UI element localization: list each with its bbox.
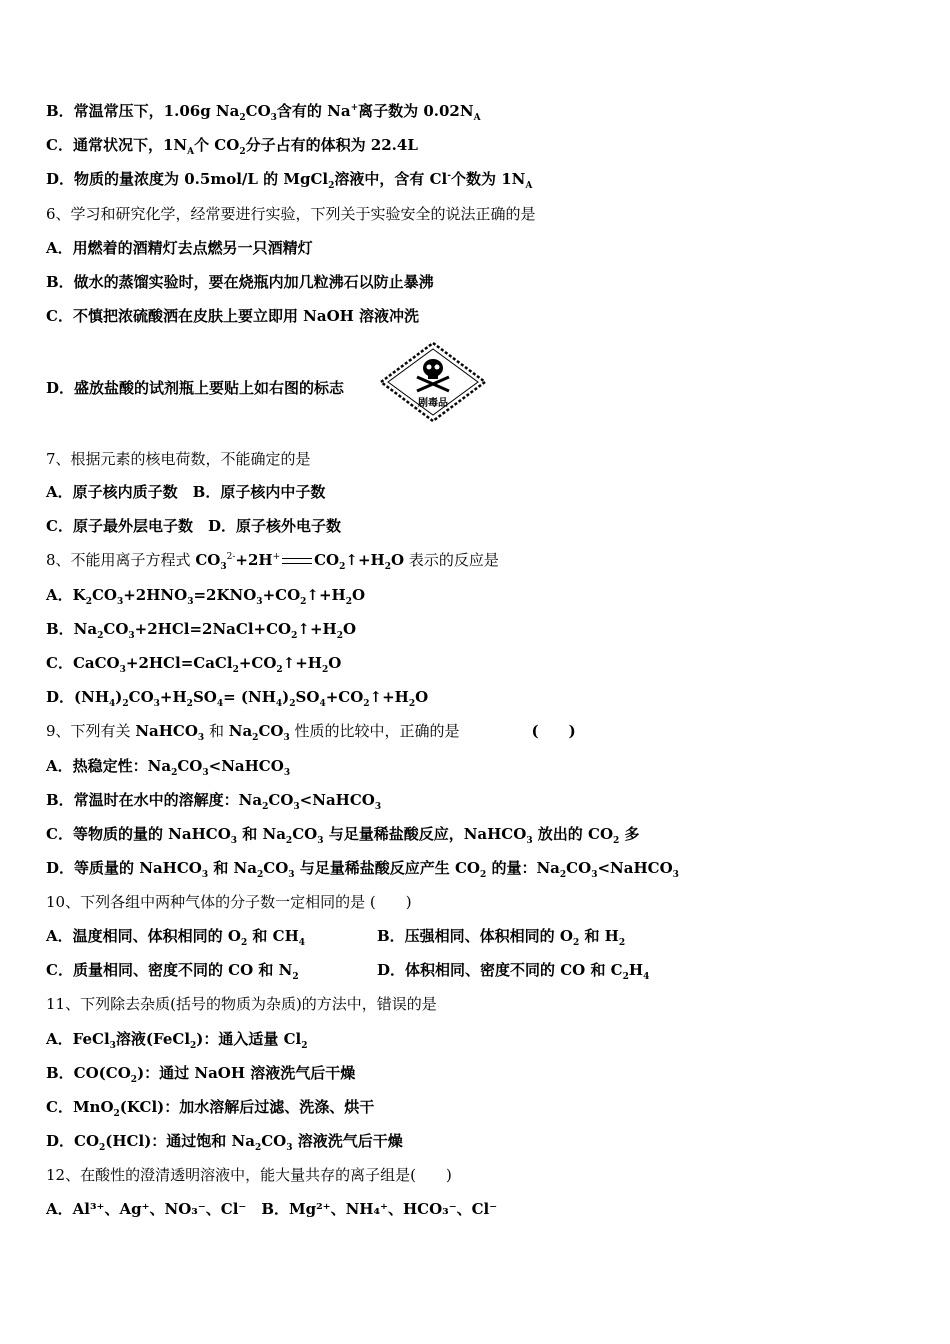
q12-stem: 12、在酸性的澄清透明溶液中，能大量共存的离子组是( )	[46, 1166, 452, 1184]
formula-text: )	[115, 688, 123, 706]
q11-option-c	[46, 1097, 374, 1117]
formula-subscript: 2	[408, 699, 416, 709]
formula-subscript: 3	[128, 631, 135, 641]
formula-text: B．常温时在水中的溶解度：Na	[46, 791, 263, 809]
formula-text: H	[628, 961, 644, 979]
formula-text: 放出的 CO	[532, 825, 614, 843]
formula-text: ↑+H	[297, 620, 337, 638]
formula-text: +CO	[238, 654, 277, 672]
formula-subscript: 3	[187, 597, 194, 607]
formula-text: D．CO	[46, 1132, 100, 1150]
formula-subscript: 3	[201, 870, 209, 880]
formula-text: C．CaCO	[46, 654, 120, 672]
formula-subscript: 2	[85, 597, 92, 607]
formula-text: CO	[128, 688, 154, 706]
formula-text: 和 H	[579, 927, 619, 945]
q10-stem: 10、下列各组中两种气体的分子数一定相同的是 ( )	[46, 893, 412, 911]
formula-subscript: 2	[130, 1075, 138, 1085]
formula-subscript: 3	[109, 1041, 116, 1051]
formula-text: A．K	[46, 586, 86, 604]
q5-option-b: B．常温常压下，1.06g $Na_2CO_3$含有的 Na+离子数为 $0.02N_A$	[46, 102, 481, 123]
formula-subscript: 3	[202, 768, 209, 778]
formula-text: (KCl)：加水溶解后过滤、洗涤、烘干	[119, 1098, 375, 1116]
formula-subscript: 2	[289, 699, 296, 709]
formula-text: ↑+H	[306, 586, 346, 604]
q6-option-d: D．盛放盐酸的试剂瓶上要贴上如右图的标志	[46, 379, 345, 397]
formula-subscript: 4	[643, 972, 650, 982]
formula-subscript: 4	[109, 699, 116, 709]
formula-text: 和 Na	[237, 825, 286, 843]
formula-subscript: 3	[283, 768, 291, 778]
equals-sign	[282, 558, 312, 564]
formula-text: B．Na	[46, 620, 98, 638]
formula-text: 溶液(FeCl	[115, 1030, 191, 1048]
q6-option-a: A．用燃着的酒精灯去点燃另一只酒精灯	[46, 239, 313, 257]
q9-option-d	[46, 858, 679, 878]
q8-option-b	[46, 619, 356, 639]
formula-subscript: 3	[374, 802, 382, 812]
formula-text: +2HNO	[123, 586, 188, 604]
formula-subscript: 2	[301, 1041, 308, 1051]
formula-subscript: 4	[275, 699, 283, 709]
formula-subscript: 3	[293, 802, 300, 812]
formula-text: SO	[295, 688, 320, 706]
formula-text: D．(NH	[46, 688, 109, 706]
q9-option-c	[46, 824, 640, 844]
formula-text: O	[342, 620, 357, 638]
formula-subscript: 2	[292, 972, 299, 982]
q7-options-ab: A．原子核内质子数 B．原子核内中子数	[46, 483, 326, 501]
formula-subscript: 2	[113, 1109, 120, 1119]
formula-text: CO	[91, 586, 117, 604]
formula-subscript: 2	[300, 597, 307, 607]
formula-text: 与足量稀盐酸反应产生 CO	[294, 859, 480, 877]
formula-subscript: 3	[153, 699, 160, 709]
formula-subscript: 2	[613, 836, 620, 846]
formula-text: CO	[268, 791, 294, 809]
formula-subscript: 3	[288, 870, 295, 880]
formula-subscript: 3	[286, 1143, 293, 1153]
formula-subscript: 3	[317, 836, 324, 846]
formula-text: D．等质量的 NaHCO	[46, 859, 202, 877]
formula-text: = (NH	[223, 688, 276, 706]
formula-text: B．压强相同、体积相同的 O	[377, 927, 573, 945]
formula-subscript: 2	[559, 870, 567, 880]
sign-label: 剧毒品	[418, 398, 448, 409]
formula-text: +CO	[262, 586, 301, 604]
formula-text: C．MnO	[46, 1098, 114, 1116]
q11-option-d	[46, 1131, 403, 1151]
formula-text: 与足量稀盐酸反应，NaHCO	[323, 825, 527, 843]
formula-subscript: 2	[186, 699, 193, 709]
formula-text: CO	[261, 1132, 287, 1150]
formula-subscript: 2	[572, 938, 580, 948]
formula-subscript: 2	[262, 802, 269, 812]
formula-text: ↑+H	[369, 688, 409, 706]
q12-options-ab: A．Al³⁺、Ag⁺、NO₃⁻、Cl⁻ B．Mg²⁺、NH₄⁺、HCO₃⁻、Cl⁻	[46, 1200, 498, 1218]
formula-text: =2KNO	[193, 586, 257, 604]
formula-subscript: 2	[618, 938, 626, 948]
q8-stem: 8、不能用离子方程式 $CO_3^{2-}+2H^+$ $CO_2↑+H_2O$ 表示的反应是	[46, 551, 499, 572]
formula-text: O	[328, 654, 342, 672]
formula-subscript: 3	[672, 870, 679, 880]
formula-subscript: 2	[291, 631, 298, 641]
formula-subscript: 3	[591, 870, 598, 880]
formula-subscript: 3	[116, 597, 124, 607]
formula-subscript: 3	[256, 597, 263, 607]
formula-text: A．温度相同、体积相同的 O	[46, 927, 241, 945]
formula-text: 的量：Na	[486, 859, 560, 877]
q5-option-c: C．通常状况下，$1N_A$个 $CO_2$分子占有的体积为 22.4L	[46, 136, 418, 157]
formula-text: 多	[619, 825, 640, 843]
formula-text: CO	[177, 757, 203, 775]
formula-text: A．热稳定性：Na	[46, 757, 172, 775]
formula-text: ↑+H	[282, 654, 322, 672]
q11-stem: 11、下列除去杂质(括号的物质为杂质)的方法中，错误的是	[46, 995, 437, 1013]
formula-subscript: 2	[171, 768, 178, 778]
formula-subscript: 2	[276, 665, 283, 675]
formula-subscript: 2	[622, 972, 629, 982]
formula-text: CO	[292, 825, 318, 843]
formula-text: A．FeCl	[46, 1030, 110, 1048]
formula-text: <NaHCO	[208, 757, 284, 775]
formula-subscript: 2	[254, 1143, 262, 1153]
formula-subscript: 2	[345, 597, 352, 607]
formula-subscript: 4	[319, 699, 326, 709]
formula-subscript: 2	[240, 938, 248, 948]
formula-text: <NaHCO	[299, 791, 375, 809]
formula-text: +2HCl=CaCl	[125, 654, 233, 672]
formula-text: <NaHCO	[597, 859, 673, 877]
formula-subscript: 3	[119, 665, 126, 675]
q6-option-c: C．不慎把浓硫酸洒在皮肤上要立即用 NaOH 溶液冲洗	[46, 307, 420, 325]
q8-option-d	[46, 687, 428, 707]
formula-text: 和 Na	[208, 859, 257, 877]
formula-subscript: 2	[99, 1143, 106, 1153]
formula-subscript: 2	[285, 836, 293, 846]
formula-text: SO	[192, 688, 217, 706]
q6-stem: 6、学习和研究化学，经常要进行实验，下列关于实验安全的说法正确的是	[46, 205, 536, 223]
formula-text: CO	[263, 859, 289, 877]
formula-text: (HCl)：通过饱和 Na	[105, 1132, 255, 1150]
formula-subscript: 4	[216, 699, 224, 709]
formula-text: +H	[159, 688, 187, 706]
q11-option-b	[46, 1063, 355, 1083]
formula-text: )：通过 NaOH 溶液洗气后干燥	[137, 1064, 356, 1082]
formula-text: +CO	[325, 688, 364, 706]
formula-subscript: 4	[298, 938, 306, 948]
q7-stem: 7、根据元素的核电荷数，不能确定的是	[46, 450, 311, 468]
formula-subscript: 2	[336, 631, 343, 641]
q6-option-b: B．做水的蒸馏实验时，要在烧瓶内加几粒沸石以防止暴沸	[46, 273, 434, 291]
formula-text: )：通入适量 Cl	[196, 1030, 302, 1048]
formula-text: 溶液洗气后干燥	[292, 1132, 403, 1150]
formula-text: O	[415, 688, 429, 706]
formula-subscript: 2	[363, 699, 370, 709]
q7-options-cd: C．原子最外层电子数 D．原子核外电子数	[46, 517, 341, 535]
formula-subscript: 2	[190, 1041, 197, 1051]
formula-text: +2HCl=2NaCl+CO	[134, 620, 292, 638]
formula-subscript: 2	[256, 870, 264, 880]
formula-subscript: 2	[479, 870, 487, 880]
formula-text: D．体积相同、密度不同的 CO 和 C	[377, 961, 623, 979]
formula-subscript: 2	[321, 665, 329, 675]
formula-subscript: 3	[230, 836, 238, 846]
formula-text: CO	[566, 859, 592, 877]
formula-text: C．质量相同、密度不同的 CO 和 N	[46, 961, 293, 979]
formula-subscript: 3	[526, 836, 533, 846]
q9-stem: 9、下列有关 NaHCO$_3$ 和 $Na_2CO_3$ 性质的比较中，正确的是 ( )	[46, 722, 576, 743]
formula-text: O	[351, 586, 366, 604]
formula-subscript: 2	[97, 631, 104, 641]
q10-options-ab	[46, 926, 626, 948]
formula-subscript: 2	[122, 699, 129, 709]
formula-text: B．CO(CO	[46, 1064, 131, 1082]
q8-option-a	[46, 585, 365, 605]
formula-subscript: 2	[232, 665, 239, 675]
toxic-warning-icon	[379, 341, 487, 427]
q8-option-c	[46, 653, 341, 673]
q9-option-b	[46, 790, 381, 810]
q5-option-d: D．物质的量浓度为 0.5mol/L 的 MgCl$_2$溶液中，含有 Cl-个数为 $1N_A$	[46, 170, 533, 191]
q10-options-cd	[46, 960, 650, 982]
formula-text: C．等物质的量的 NaHCO	[46, 825, 231, 843]
formula-text: CO	[103, 620, 129, 638]
q11-option-a	[46, 1029, 308, 1049]
formula-text: )	[282, 688, 290, 706]
q9-option-a	[46, 756, 290, 776]
formula-text: 和 CH	[247, 927, 299, 945]
